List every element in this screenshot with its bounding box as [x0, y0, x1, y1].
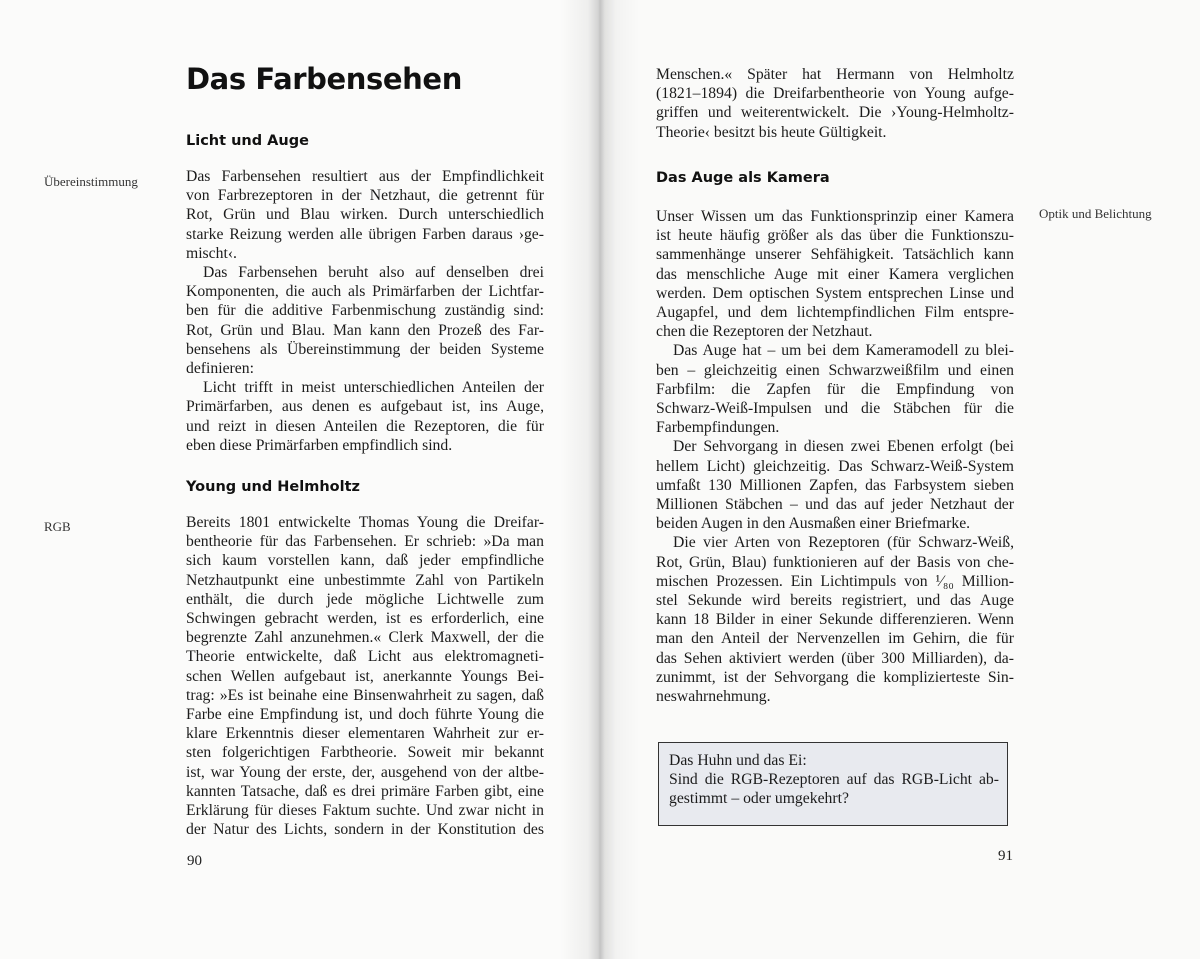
section-heading-das-auge-als-kamera: Das Auge als Kamera	[656, 170, 830, 186]
text-line: Unser Wissen um das Funktionsprinzip einer Kamera	[656, 208, 1014, 225]
callout-box	[658, 742, 1008, 826]
text-line: und reizt in diesen Anteilen die Rezeptoren, die für	[186, 417, 544, 435]
text-line: zunimmt, ist der Sehvorgang die komplizierteste Sin-	[656, 668, 1014, 686]
section-das-auge-als-kamera-body	[656, 207, 1014, 706]
margin-note-uebereinstimmung: Übereinstimmung	[44, 174, 138, 189]
text-line: Das Farbensehen beruht also auf denselben drei	[203, 264, 544, 282]
text-line: Der Sehvorgang in diesen zwei Ebenen erfolgt (bei	[673, 438, 1014, 456]
text-line: Theorie‹ besitzt bis heute Gültigkeit.	[656, 123, 887, 141]
text-line: Farbfilm: die Zapfen für die Empfindung von	[656, 380, 1014, 398]
text-line: Rot, Grün, Blau) funktionieren auf der Basis von che-	[656, 553, 1014, 571]
margin-note-optik-und-belichtung: Optik und Belichtung	[1039, 206, 1152, 221]
text-line: neswahrnehmung.	[656, 688, 771, 706]
text-line: Das Farbensehen resultiert aus der Empfindlichkeit	[186, 168, 544, 185]
text-line: bentheorie für das Farbensehen. Er schrieb: »Da man	[186, 533, 544, 551]
text-line: sich kaum vorstellen kann, daß jeder empfindliche	[186, 552, 544, 570]
section-young-und-helmholtz-body	[186, 513, 544, 839]
text-line: Rot, Grün und Blau. Man kann den Prozeß des Far-	[186, 321, 544, 339]
text-line: Erklärung für dieses Faktum suchte. Und zwar nicht in	[186, 802, 544, 820]
text-line: enthält, die durch jede mögliche Lichtwelle zum	[186, 590, 544, 608]
text-line: ist, war Young der erste, der, ausgehend von der altbe-	[186, 763, 544, 781]
chapter-title: Das Farbensehen	[186, 62, 462, 96]
text-line: sammenhänge unserer Sehfähigkeit. Tatsächlich kann	[656, 246, 1014, 264]
text-line: mischen Prozessen. Ein Lichtimpuls von ¹⁄₈₀ Million-	[656, 572, 1014, 590]
text-line: Millionen Stäbchen – und das auf jeder Netzhaut der	[656, 496, 1014, 514]
text-line: klare Erkenntnis dieser elementaren Wahrheit zur er-	[186, 725, 544, 743]
section-heading-young-und-helmholtz: Young und Helmholtz	[186, 479, 360, 495]
text-line: (1821–1894) die Dreifarbentheorie von Young aufge-	[656, 85, 1014, 103]
text-line: ben für die additive Farbenmischung zuständig sind:	[186, 302, 544, 320]
text-line: mischt‹.	[186, 244, 237, 262]
callout-text	[669, 751, 999, 809]
text-line: der Natur des Lichts, sondern in der Konstitution des	[186, 821, 544, 839]
text-line: definieren:	[186, 360, 254, 378]
text-line: Rot, Grün und Blau wirken. Durch unterschiedlich	[186, 206, 544, 224]
text-line: griffen und weiterentwickelt. Die ›Young-Helmholtz-	[656, 104, 1014, 122]
section-licht-und-auge-body	[186, 167, 544, 455]
page-number-right: 91	[998, 848, 1013, 864]
text-line: Farbe eine Empfindung ist, und doch führte Young die	[186, 706, 544, 724]
text-line: sten folgerichtigen Farbtheorie. Soweit mir bekannt	[186, 744, 544, 762]
text-line: werden. Dem optischen System entsprechen Linse und	[656, 284, 1014, 302]
text-line: ist heute häufig größer als das über die Funktionszu-	[656, 227, 1014, 245]
text-line: chen die Rezeptoren der Netzhaut.	[656, 323, 873, 341]
text-line: Schwarz-Weiß-Impulsen und die Stäbchen für die	[656, 400, 1014, 418]
text-line: hellem Licht) gleichzeitig. Das Schwarz-Weiß-System	[656, 457, 1014, 475]
callout-line: Sind die RGB-Rezeptoren auf das RGB-Licht ab-	[669, 771, 999, 789]
text-line: trag: »Es ist beinahe eine Binsenwahrheit zu sagen, daß	[186, 686, 544, 704]
text-line: stel Sekunde wird bereits registriert, und das Auge	[656, 592, 1014, 610]
section-heading-licht-und-auge: Licht und Auge	[186, 133, 309, 149]
text-line: Schwingen gebracht werden, ist es erforderlich, eine	[186, 610, 544, 628]
text-line: Primärfarben, aus denen es aufgebaut ist, ins Auge,	[186, 398, 544, 416]
left-page	[0, 0, 598, 959]
text-line: man den Anteil der Nervenzellen im Gehirn, die für	[656, 630, 1014, 648]
text-line: Komponenten, die auch als Primärfarben der Lichtfar-	[186, 283, 544, 301]
text-line: begrenzte Zahl anzunehmen.« Clerk Maxwell, der die	[186, 629, 544, 647]
text-line: ben – gleichzeitig einen Schwarzweißfilm und einen	[656, 361, 1014, 379]
text-line: Theorie entwickelte, daß Licht aus elektromagneti-	[186, 648, 544, 666]
text-line: Netzhautpunkt eine unbestimmte Zahl von Partikeln	[186, 571, 544, 589]
text-line: eben diese Primärfarben empfindlich sind.	[186, 436, 453, 454]
text-line: von Farbrezeptoren in der Netzhaut, die getrennt für	[186, 187, 544, 205]
text-line: Die vier Arten von Rezeptoren (für Schwarz-Weiß,	[673, 534, 1014, 552]
text-line: schen Wellen aufgebaut ist, anerkannte Youngs Bei-	[186, 667, 544, 685]
continuation-text	[656, 65, 1014, 142]
text-line: das Sehen aktiviert werden (über 300 Milliarden), da-	[656, 649, 1014, 667]
text-line: Augapfel, und dem lichtempfindlichen Film entspre-	[656, 304, 1014, 322]
margin-note-rgb: RGB	[44, 519, 71, 534]
text-line: beiden Augen in den Ausmaßen einer Briefmarke.	[656, 515, 971, 533]
text-line: kannten Tatsache, daß es drei primäre Farben gibt, eine	[186, 782, 544, 800]
text-line: bensehens als Übereinstimmung der beiden Systeme	[186, 340, 544, 358]
text-line: Das Auge hat – um bei dem Kameramodell zu blei-	[673, 342, 1014, 360]
text-line: Bereits 1801 entwickelte Thomas Young die Dreifar-	[186, 514, 544, 531]
text-line: kann 18 Bilder in einer Sekunde differenzieren. Wenn	[656, 611, 1014, 629]
page-number-left: 90	[187, 853, 202, 869]
text-line: umfaßt 130 Millionen Zapfen, das Farbsystem sieben	[656, 476, 1014, 494]
callout-line: Das Huhn und das Ei:	[669, 752, 807, 769]
text-line: starke Reizung werden alle übrigen Farben daraus ›ge-	[186, 225, 544, 243]
text-line: Menschen.« Später hat Hermann von Helmholtz	[656, 66, 1014, 83]
text-line: das menschliche Auge mit einer Kamera verglichen	[656, 265, 1014, 283]
text-line: Farbempfindungen.	[656, 419, 780, 437]
text-line: Licht trifft in meist unterschiedlichen Anteilen der	[203, 379, 544, 397]
callout-line: gestimmt – oder umgekehrt?	[669, 790, 849, 808]
